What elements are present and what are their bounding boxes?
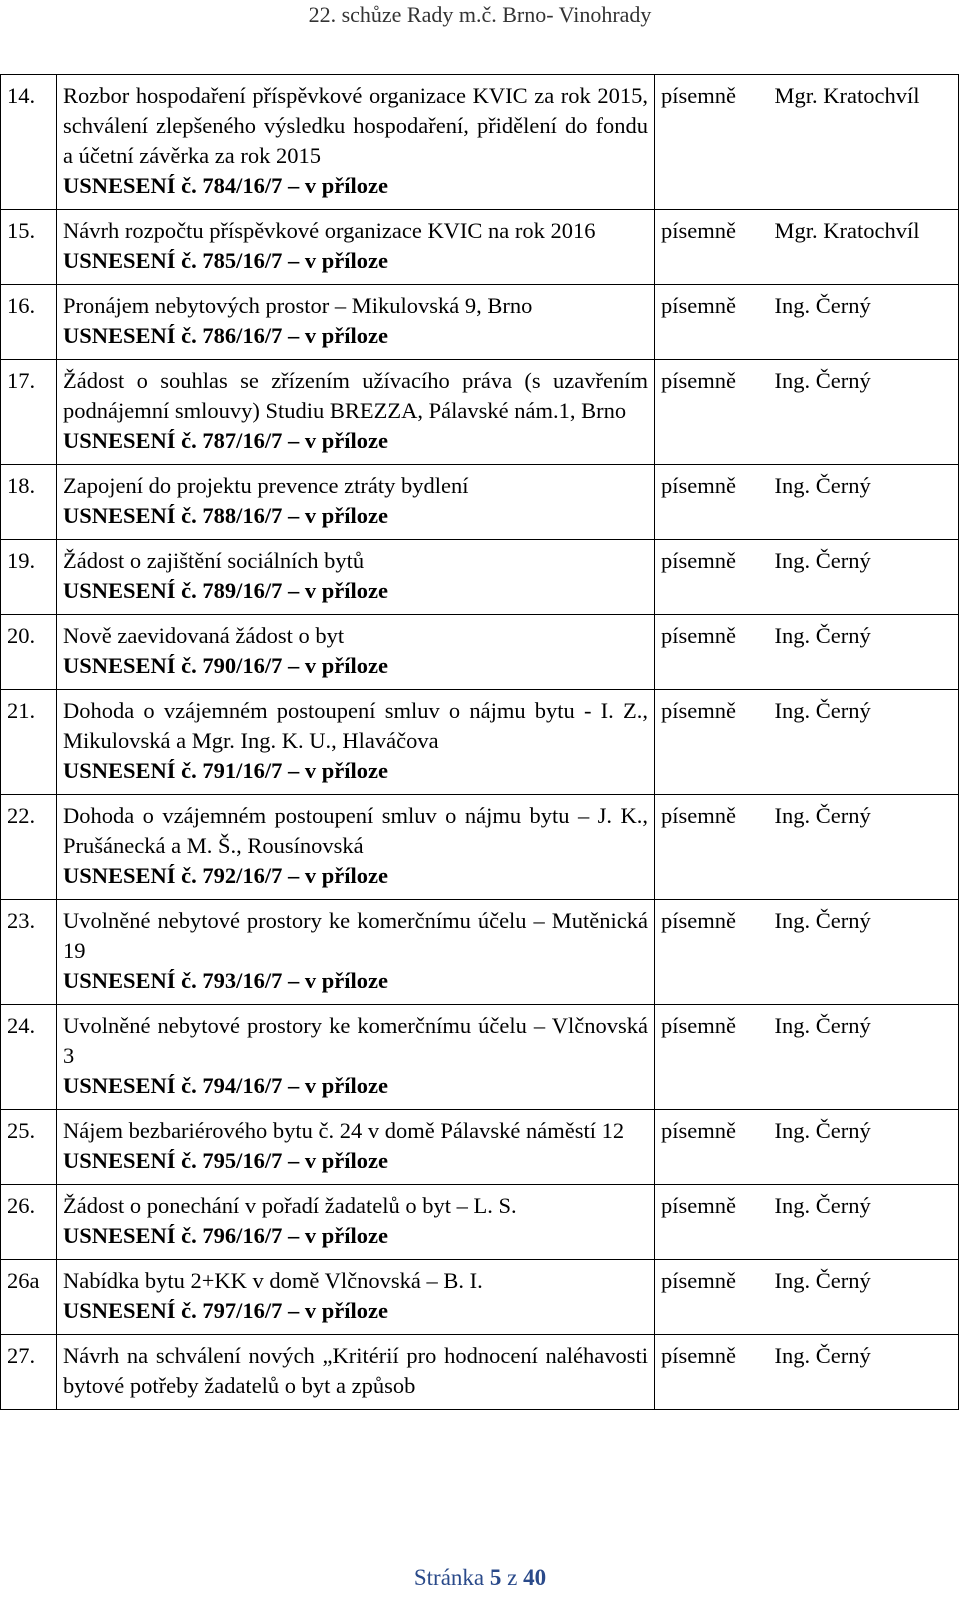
item-form: písemně — [655, 210, 769, 285]
item-number: 26. — [1, 1185, 57, 1260]
item-subject: Žádost o souhlas se zřízením užívacího práva (s uzavřením podnájemní smlouvy) Studiu BREZZA, Pálavské nám.1, Brno — [63, 368, 648, 423]
resolution-reference: USNESENÍ č. 790/16/7 – v příloze — [63, 653, 389, 678]
agenda-table — [0, 74, 959, 1410]
item-subject-cell — [57, 360, 655, 465]
item-subject: Žádost o zajištění sociálních bytů — [63, 548, 365, 573]
resolution-reference: USNESENÍ č. 784/16/7 – v příloze — [63, 173, 389, 198]
item-number: 20. — [1, 615, 57, 690]
item-subject-cell — [57, 1335, 655, 1410]
item-subject-cell — [57, 900, 655, 1005]
item-reporter: Ing. Černý — [769, 360, 959, 465]
item-subject-cell — [57, 210, 655, 285]
item-form: písemně — [655, 1260, 769, 1335]
agenda-row — [1, 465, 959, 540]
item-subject: Pronájem nebytových prostor – Mikulovská 9, Brno — [63, 293, 533, 318]
item-subject: Nově zaevidovaná žádost o byt — [63, 623, 345, 648]
item-subject-cell — [57, 795, 655, 900]
agenda-row — [1, 690, 959, 795]
item-subject-cell — [57, 465, 655, 540]
item-form: písemně — [655, 540, 769, 615]
agenda-row — [1, 1005, 959, 1110]
item-subject: Dohoda o vzájemném postoupení smluv o nájmu bytu – J. K., Prušánecká a M. Š., Rousínovská — [63, 803, 648, 858]
item-reporter: Ing. Černý — [769, 615, 959, 690]
page-of: z — [507, 1565, 518, 1590]
item-number: 15. — [1, 210, 57, 285]
resolution-reference: USNESENÍ č. 793/16/7 – v příloze — [63, 968, 389, 993]
item-reporter: Ing. Černý — [769, 1335, 959, 1410]
resolution-reference: USNESENÍ č. 786/16/7 – v příloze — [63, 323, 389, 348]
item-form: písemně — [655, 900, 769, 1005]
item-subject-cell — [57, 540, 655, 615]
item-reporter: Ing. Černý — [769, 465, 959, 540]
item-form: písemně — [655, 1185, 769, 1260]
document-title: 22. schůze Rady m.č. Brno- Vinohrady — [308, 2, 652, 27]
resolution-reference: USNESENÍ č. 785/16/7 – v příloze — [63, 248, 389, 273]
item-reporter: Ing. Černý — [769, 1185, 959, 1260]
item-reporter: Ing. Černý — [769, 1005, 959, 1110]
item-number: 22. — [1, 795, 57, 900]
item-subject-cell — [57, 1005, 655, 1110]
resolution-reference: USNESENÍ č. 796/16/7 – v příloze — [63, 1223, 389, 1248]
item-reporter: Ing. Černý — [769, 1260, 959, 1335]
item-reporter: Mgr. Kratochvíl — [769, 210, 959, 285]
item-form: písemně — [655, 75, 769, 210]
item-subject: Návrh rozpočtu příspěvkové organizace KVIC na rok 2016 — [63, 218, 596, 243]
resolution-reference: USNESENÍ č. 787/16/7 – v příloze — [63, 428, 389, 453]
item-reporter: Ing. Černý — [769, 690, 959, 795]
item-reporter: Ing. Černý — [769, 285, 959, 360]
item-form: písemně — [655, 1335, 769, 1410]
item-form: písemně — [655, 615, 769, 690]
item-subject-cell — [57, 1185, 655, 1260]
agenda-body — [1, 75, 959, 1410]
item-number: 17. — [1, 360, 57, 465]
agenda-row — [1, 1110, 959, 1185]
item-reporter: Ing. Černý — [769, 540, 959, 615]
agenda-row — [1, 1185, 959, 1260]
resolution-reference: USNESENÍ č. 789/16/7 – v příloze — [63, 578, 389, 603]
item-subject-cell — [57, 1110, 655, 1185]
item-form: písemně — [655, 465, 769, 540]
item-number: 27. — [1, 1335, 57, 1410]
page-label: Stránka — [413, 1565, 485, 1590]
item-subject: Žádost o ponechání v pořadí žadatelů o byt – L. S. — [63, 1193, 517, 1218]
resolution-reference: USNESENÍ č. 797/16/7 – v příloze — [63, 1298, 389, 1323]
resolution-reference: USNESENÍ č. 794/16/7 – v příloze — [63, 1073, 389, 1098]
item-number: 14. — [1, 75, 57, 210]
item-form: písemně — [655, 1110, 769, 1185]
item-number: 19. — [1, 540, 57, 615]
item-number: 24. — [1, 1005, 57, 1110]
item-reporter: Ing. Černý — [769, 900, 959, 1005]
item-subject: Rozbor hospodaření příspěvkové organizace KVIC za rok 2015, schválení zlepšeného výsledku hospodaření, přidělení do fondu a účetní závěrka za rok 2015 — [63, 83, 648, 168]
agenda-row — [1, 285, 959, 360]
item-form: písemně — [655, 285, 769, 360]
agenda-row — [1, 795, 959, 900]
item-number: 26a — [1, 1260, 57, 1335]
item-reporter: Ing. Černý — [769, 795, 959, 900]
resolution-reference: USNESENÍ č. 792/16/7 – v příloze — [63, 863, 389, 888]
agenda-row — [1, 360, 959, 465]
item-subject: Nájem bezbariérového bytu č. 24 v domě Pálavské náměstí 12 — [63, 1118, 625, 1143]
item-subject: Zapojení do projektu prevence ztráty bydlení — [63, 473, 469, 498]
item-reporter: Mgr. Kratochvíl — [769, 75, 959, 210]
resolution-reference: USNESENÍ č. 791/16/7 – v příloze — [63, 758, 389, 783]
item-reporter: Ing. Černý — [769, 1110, 959, 1185]
agenda-row — [1, 210, 959, 285]
resolution-reference: USNESENÍ č. 788/16/7 – v příloze — [63, 503, 389, 528]
item-subject-cell — [57, 615, 655, 690]
item-form: písemně — [655, 1005, 769, 1110]
page-total: 40 — [523, 1565, 547, 1590]
item-subject: Návrh na schválení nových „Kritérií pro hodnocení naléhavosti bytové potřeby žadatelů o byt a způsob — [63, 1343, 648, 1398]
item-number: 16. — [1, 285, 57, 360]
item-subject: Dohoda o vzájemném postoupení smluv o nájmu bytu - I. Z., Mikulovská a Mgr. Ing. K. U., Hlaváčova — [63, 698, 648, 753]
item-subject: Nabídka bytu 2+KK v domě Vlčnovská – B. I. — [63, 1268, 483, 1293]
agenda-row — [1, 75, 959, 210]
item-subject: Uvolněné nebytové prostory ke komerčnímu účelu – Vlčnovská 3 — [63, 1013, 648, 1068]
item-form: písemně — [655, 795, 769, 900]
resolution-reference: USNESENÍ č. 795/16/7 – v příloze — [63, 1148, 389, 1173]
agenda-row — [1, 1335, 959, 1410]
item-form: písemně — [655, 360, 769, 465]
item-number: 21. — [1, 690, 57, 795]
agenda-row — [1, 615, 959, 690]
item-subject-cell — [57, 285, 655, 360]
page-number: 5 — [489, 1565, 502, 1590]
agenda-row — [1, 540, 959, 615]
item-subject: Uvolněné nebytové prostory ke komerčnímu účelu – Mutěnická 19 — [63, 908, 648, 963]
item-subject-cell — [57, 690, 655, 795]
item-subject-cell — [57, 1260, 655, 1335]
agenda-row — [1, 900, 959, 1005]
page-header — [0, 0, 960, 36]
page-footer — [0, 1565, 960, 1591]
agenda-row — [1, 1260, 959, 1335]
item-number: 25. — [1, 1110, 57, 1185]
item-subject-cell — [57, 75, 655, 210]
item-number: 18. — [1, 465, 57, 540]
item-form: písemně — [655, 690, 769, 795]
item-number: 23. — [1, 900, 57, 1005]
